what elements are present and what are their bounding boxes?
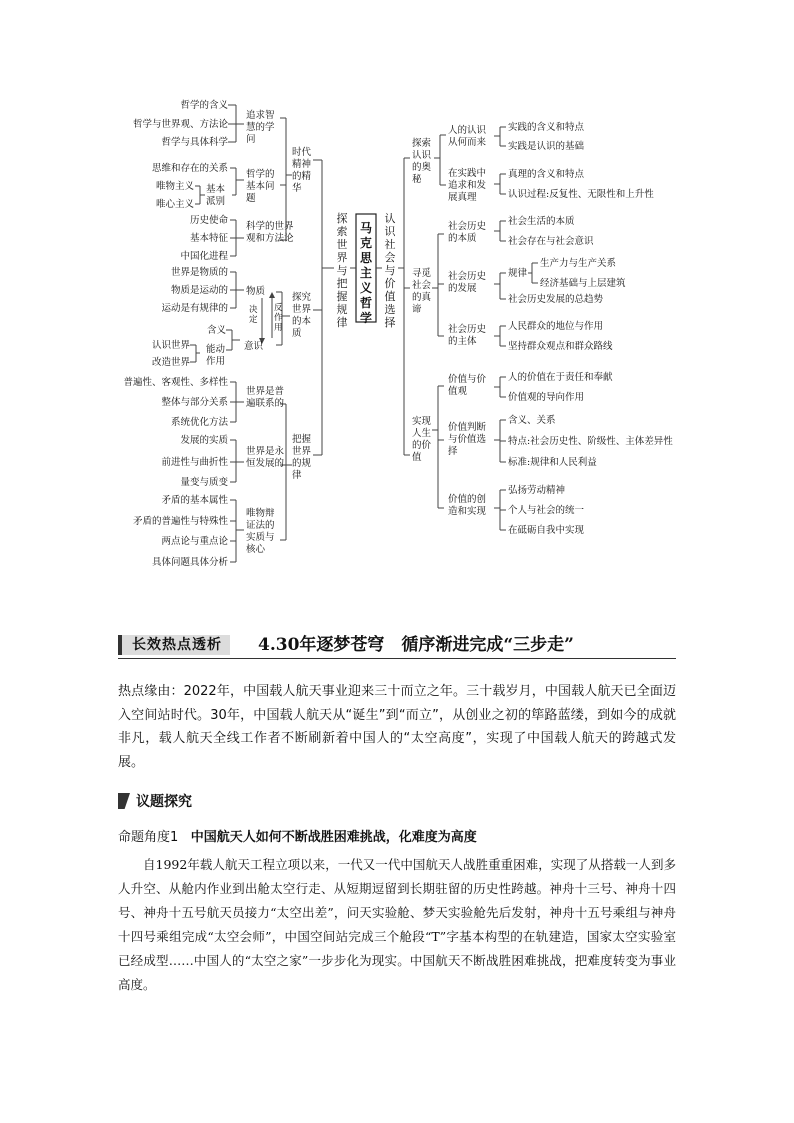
left-leaf-d10: 认识世界	[151, 340, 190, 351]
right-leaf-c7: 个人与社会的统一	[508, 505, 585, 516]
right-leaf-a2: 实践是认识的基础	[508, 141, 585, 152]
rgroup-cognition: 探索认识的奥秘	[412, 138, 432, 185]
left-leaf-d3: 运动是有规律的	[161, 303, 228, 314]
right-leaf-c4: 特点:社会历史性、阶级性、主体差异性	[508, 436, 673, 447]
rsub-value: 价值与价值观	[448, 374, 487, 397]
right-leaf-c6: 弘扬劳动精神	[508, 485, 566, 496]
question-label: 命题角度1	[118, 830, 179, 845]
rsub-history-essence: 社会历史的本质	[448, 221, 487, 244]
rsub-history-subject: 社会历史的主体	[448, 324, 487, 347]
left-main-branch: 探索世界与把握规律	[336, 212, 348, 329]
rsub-value-create: 价值的创造和实现	[448, 494, 487, 517]
right-leaf-c8: 在砥砺自我中实现	[508, 525, 585, 536]
left-leaf-b1: 思维和存在的关系	[151, 163, 228, 174]
root-label	[360, 220, 373, 325]
sub-eternal-dev: 世界是永恒发展的	[246, 446, 285, 469]
left-leaf-d8: 含义	[206, 325, 226, 336]
right-leaf-b5: 经济基础与上层建筑	[540, 278, 626, 289]
section-heading	[118, 791, 192, 811]
left-leaf-d2: 物质是运动的	[170, 285, 228, 296]
left-leaf-a2: 哲学与世界观、方法论	[132, 119, 228, 130]
right-leaf-b4: 生产力与生产关系	[540, 258, 617, 269]
left-leaf-a1: 哲学的含义	[180, 100, 228, 111]
right-leaf-b3: 规律	[508, 268, 528, 279]
right-leaf-b7: 人民群众的地位与作用	[508, 321, 604, 332]
left-leaf-d7: 意识	[244, 341, 264, 352]
sub-dialectics-core: 唯物辩证法的实质与核心	[246, 508, 275, 555]
question-line	[118, 826, 477, 845]
left-leaf-f3: 量变与质变	[180, 477, 228, 488]
left-leaf-d5: 决定	[249, 305, 258, 325]
left-leaf-f1: 发展的实质	[180, 435, 228, 446]
sub-wisdom: 追求智慧的学问	[246, 110, 275, 145]
section-title: 议题探究	[136, 794, 192, 810]
sub-universal-link: 世界是普遍联系的	[246, 386, 285, 409]
intro-paragraph: 热点缘由：2022年，中国载人航天事业迎来三十而立之年。三十载岁月，中国载人航天已全面迈入空间站时代。30年，中国载人航天从“诞生”到“而立”，从创业之初的筚路蓝缕，到如今的成就非凡，载人航天全线工作者不断刷新着中国人的“太空高度”，实现了中国载人航天的跨越式发展。	[118, 684, 676, 770]
hotspot-heading	[118, 633, 676, 659]
right-leaf-b8: 坚持群众观点和群众路线	[508, 341, 613, 352]
right-leaf-c2: 价值观的导向作用	[508, 392, 585, 403]
right-leaf-a1: 实践的含义和特点	[508, 122, 585, 133]
left-leaf-c2: 基本特征	[189, 233, 228, 244]
root-text: 马克思主义哲学	[359, 221, 373, 325]
rsub-cognition-source: 人的认识从何而来	[448, 125, 487, 148]
rsub-value-choice: 价值判断与价值选择	[448, 422, 487, 457]
left-leaf-d6: 反作用	[274, 303, 283, 333]
left-leaf-d11: 改造世界	[151, 357, 190, 368]
section-marker-icon	[118, 793, 130, 809]
right-leaf-b2: 社会存在与社会意识	[508, 236, 594, 247]
right-leaf-c5: 标准:规律和人民利益	[508, 457, 597, 468]
hotspot-title: 4.30年逐梦苍穹 循序渐进完成“三步走”	[258, 635, 574, 655]
group-time-spirit: 时代精神的精华	[292, 147, 312, 194]
left-leaf-e1: 普遍性、客观性、多样性	[123, 377, 228, 388]
left-leaf-c3: 中国化进程	[180, 251, 228, 262]
rsub-truth: 在实践中追求和发展真理	[448, 168, 487, 203]
right-leaf-b1: 社会生活的本质	[508, 216, 575, 227]
rsub-history-dev: 社会历史的发展	[448, 271, 487, 294]
left-leaf-g3: 两点论与重点论	[161, 536, 228, 547]
right-leaf-c3: 含义、关系	[508, 415, 556, 426]
left-leaf-e2: 整体与部分关系	[161, 397, 228, 408]
group-world-essence: 探究世界的本质	[292, 292, 312, 339]
left-leaf-g1: 矛盾的基本属性	[161, 495, 228, 506]
group-world-laws: 把握世界的规律	[292, 434, 312, 481]
passage-paragraph: 自1992年载人航天工程立项以来，一代又一代中国航天人战胜重重困难，实现了从搭载一人到多人升空、从舱内作业到出舱太空行走、从短期逗留到长期驻留的历史性跨越。神舟十三号、神舟十四号、神舟十五号航天员接力“太空出差”，问天实验舱、梦天实验舱先后发射，神舟十五号乘组与神舟十四号乘组完成“太空会师”，中国空间站完成三个舱段“T”字基本构型的在轨建造，国家太空实验室已经成型……中国人的“太空之家”一步步化为现实。中国航天不断战胜困难挑战，把难度转变为事业高度。	[118, 857, 676, 992]
right-leaf-a3: 真理的含义和特点	[508, 169, 585, 180]
left-leaf-d4: 物质	[246, 286, 266, 297]
left-leaf-a3: 哲学与具体科学	[161, 137, 228, 148]
sub-basic-question: 哲学的基本问题	[246, 169, 275, 204]
right-leaf-a4: 认识过程:反复性、无限性和上升性	[508, 189, 654, 200]
heading-rule	[118, 658, 676, 659]
left-leaf-e3: 系统优化方法	[170, 417, 228, 428]
right-main-branch: 认识社会与价值选择	[384, 212, 396, 329]
rgroup-society: 寻觅社会的真谛	[412, 268, 432, 315]
left-leaf-b2: 唯物主义	[155, 181, 194, 192]
left-leaf-g2: 矛盾的普遍性与特殊性	[132, 516, 228, 527]
left-leaf-b4: 基本派别	[206, 184, 226, 207]
sub-worldview: 科学的世界观和方法论	[246, 221, 294, 244]
hotspot-badge: 长效热点透析	[118, 635, 230, 655]
left-leaf-c1: 历史使命	[189, 215, 228, 226]
rgroup-life-value: 实现人生的价值	[412, 416, 432, 463]
question-text: 中国航天人如何不断战胜困难挑战，化难度为高度	[190, 830, 477, 845]
left-leaf-g4: 具体问题具体分析	[151, 557, 228, 568]
left-leaf-d9: 能动作用	[206, 344, 226, 367]
right-leaf-b6: 社会历史发展的总趋势	[508, 294, 604, 305]
left-leaf-d1: 世界是物质的	[170, 267, 228, 278]
left-leaf-f2: 前进性与曲折性	[161, 457, 228, 468]
left-leaf-b3: 唯心主义	[155, 199, 194, 210]
right-leaf-c1: 人的价值在于责任和奉献	[508, 372, 613, 383]
